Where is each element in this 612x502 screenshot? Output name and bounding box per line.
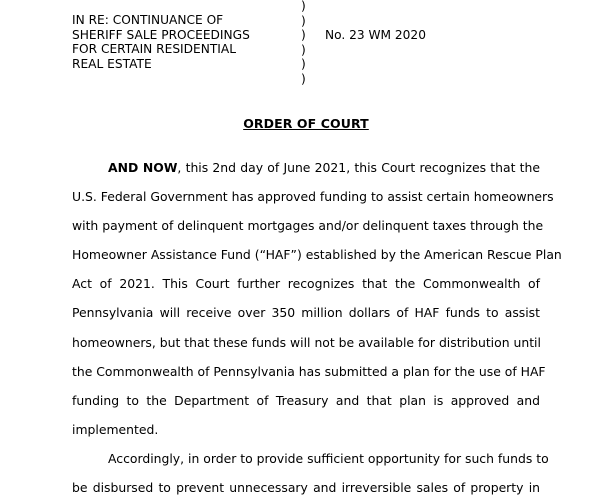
order-body xyxy=(72,153,562,502)
case-caption xyxy=(72,0,542,90)
body-line: the Commonwealth of Pennsylvania has submitted a plan for the use of HAF xyxy=(72,363,546,379)
order-title: ORDER OF COURT xyxy=(243,116,369,131)
body-line: be disbursed to prevent unnecessary and irreversible sales of property in xyxy=(72,480,540,496)
docket-number: No. 23 WM 2020 xyxy=(325,28,426,42)
caption-line: SHERIFF SALE PROCEEDINGS xyxy=(72,27,250,42)
body-line: Homeowner Assistance Fund (“HAF”) established by the American Rescue Plan xyxy=(72,247,562,263)
body-line-text: , this 2nd day of June 2021, this Court recognizes that the xyxy=(177,160,540,175)
caption-line: IN RE: CONTINUANCE OF xyxy=(72,13,224,27)
body-line: with payment of delinquent mortgages and/or delinquent taxes through the xyxy=(72,218,544,234)
body-line: Accordingly, in order to provide sufficient opportunity for such funds to xyxy=(108,450,549,466)
caption-parenthesis-column xyxy=(301,0,306,87)
body-line: homeowners, but that these funds will not be available for distribution until xyxy=(72,334,541,350)
caption-parenthesis: ) xyxy=(301,13,306,28)
caption-parenthesis: ) xyxy=(301,0,306,13)
body-line: funding to the Department of Treasury and that plan is approved and xyxy=(72,392,540,408)
caption-parenthesis: ) xyxy=(301,42,306,57)
caption-title xyxy=(72,13,250,71)
and-now-lead: AND NOW xyxy=(108,160,178,175)
body-line: implemented. xyxy=(72,421,159,437)
body-line: Act of 2021. This Court further recognizes that the Commonwealth of xyxy=(72,276,540,292)
body-line: U.S. Federal Government has approved funding to assist certain homeowners xyxy=(72,189,554,205)
caption-parenthesis: ) xyxy=(301,71,306,86)
caption-line: REAL ESTATE xyxy=(72,56,152,71)
body-line xyxy=(72,153,540,182)
caption-line: FOR CERTAIN RESIDENTIAL xyxy=(72,42,237,56)
caption-parenthesis: ) xyxy=(301,57,306,72)
caption-parenthesis: ) xyxy=(301,28,306,43)
body-line: Pennsylvania will receive over 350 million dollars of HAF funds to assist xyxy=(72,305,540,321)
